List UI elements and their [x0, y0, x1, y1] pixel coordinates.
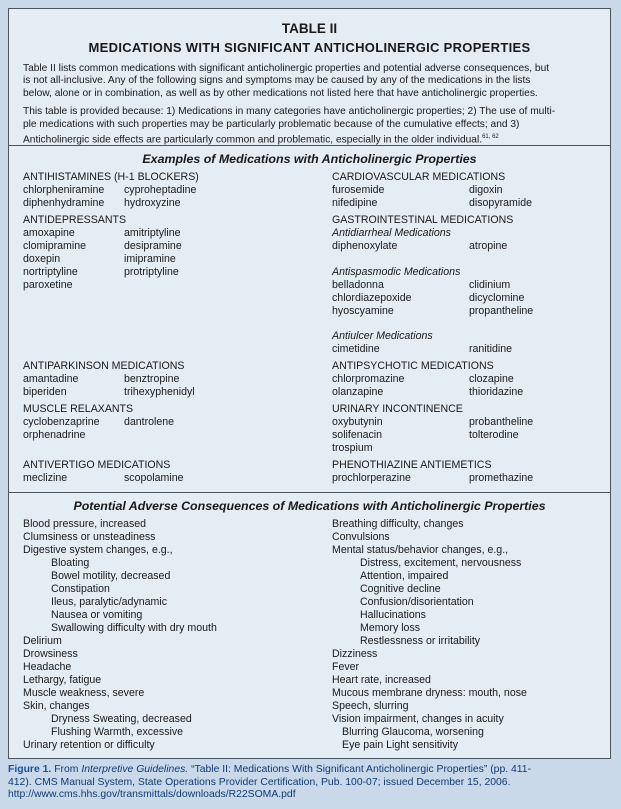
cardiovascular-drug: digoxin [469, 184, 503, 196]
gastrointestinal-drug: belladonna [332, 279, 384, 291]
adverse-effect-item: Breathing difficulty, changes [332, 518, 464, 530]
antiparkinson-heading: ANTIPARKINSON MEDICATIONS [23, 360, 185, 372]
urinary-incontinence-heading: URINARY INCONTINENCE [332, 403, 463, 415]
adverse-effect-item: Vision impairment, changes in acuity [332, 713, 504, 725]
phenothiazine-antiemetics-drug: prochlorperazine [332, 472, 411, 484]
muscle-relaxants-drug: orphenadrine [23, 429, 86, 441]
antivertigo-heading: ANTIVERTIGO MEDICATIONS [23, 459, 171, 471]
intro-paragraph-2: This table is provided because: 1) Medications in many categories have anticholinergic properties; 2) The use of multi- ple medications with such properties may be particularly problematic because of the cumulative effects; and 3) Anticholinergic side effects are particularly common and problematic, especially in the older individual.$^{61, 62}$ [23, 106, 556, 146]
cardiovascular-drug: nifedipine [332, 197, 378, 209]
adverse-effect-item: Restlessness or irritability [360, 635, 481, 647]
antidepressants-drug: desipramine [124, 240, 182, 252]
adverse-effect-item: Blood pressure, increased [23, 518, 147, 530]
adverse-effect-item: Fever [332, 661, 360, 673]
adverse-effect-item: Flushing Warmth, excessive [51, 726, 184, 738]
adverse-section-title: Potential Adverse Consequences of Medications with Anticholinergic Properties [73, 499, 546, 513]
antihistamines-heading: ANTIHISTAMINES (H-1 BLOCKERS) [23, 171, 199, 183]
gastrointestinal-drug: atropine [469, 240, 508, 252]
antipsychotic-drug: chlorpromazine [332, 373, 405, 385]
adverse-effect-item: Urinary retention or difficulty [23, 739, 155, 751]
antipsychotic-drug: clozapine [469, 373, 514, 385]
gastrointestinal-drug: cimetidine [332, 343, 380, 355]
adverse-effect-item: Convulsions [332, 531, 390, 543]
adverse-effect-item: Digestive system changes, e.g., [23, 544, 173, 556]
adverse-effect-item: Mental status/behavior changes, e.g., [332, 544, 509, 556]
adverse-effect-item: Distress, excitement, nervousness [360, 557, 522, 569]
adverse-effect-item: Cognitive decline [360, 583, 441, 595]
gastrointestinal-drug: dicyclomine [469, 292, 525, 304]
antidepressants-drug: nortriptyline [23, 266, 78, 278]
adverse-effect-item: Clumsiness or unsteadiness [23, 531, 156, 543]
adverse-effect-item: Attention, impaired [360, 570, 449, 582]
cardiovascular-drug: disopyramide [469, 197, 533, 209]
gastrointestinal-subheading: Antispasmodic Medications [332, 266, 461, 278]
adverse-effect-item: Blurring Glaucoma, worsening [342, 726, 484, 738]
antiparkinson-drug: benztropine [124, 373, 180, 385]
antipsychotic-drug: thioridazine [469, 386, 524, 398]
adverse-effect-item: Drowsiness [23, 648, 78, 660]
antivertigo-drug: meclizine [23, 472, 68, 484]
adverse-effect-item: Swallowing difficulty with dry mouth [51, 622, 217, 634]
antihistamines-drug: diphenhydramine [23, 197, 105, 209]
urinary-incontinence-drug: oxybutynin [332, 416, 383, 428]
gastrointestinal-subheading: Antidiarrheal Medications [332, 227, 451, 239]
table-subtitle: MEDICATIONS WITH SIGNIFICANT ANTICHOLINERGIC PROPERTIES [88, 40, 531, 55]
phenothiazine-antiemetics-heading: PHENOTHIAZINE ANTIEMETICS [332, 459, 492, 471]
antiparkinson-drug: biperiden [23, 386, 67, 398]
antidepressants-heading: ANTIDEPRESSANTS [23, 214, 127, 226]
caption-label: Figure 1. [8, 764, 52, 775]
adverse-effect-item: Heart rate, increased [332, 674, 431, 686]
gastrointestinal-drug: hyoscyamine [332, 305, 394, 317]
antidepressants-drug: imipramine [124, 253, 176, 265]
muscle-relaxants-heading: MUSCLE RELAXANTS [23, 403, 134, 415]
adverse-effect-item: Muscle weakness, severe [23, 687, 145, 699]
urinary-incontinence-drug: trospium [332, 442, 373, 454]
section-divider [8, 492, 611, 493]
caption-url: http://www.cms.hhs.gov/transmittals/downloads/R22SOMA.pdf [8, 789, 296, 801]
adverse-effect-item: Lethargy, fatigue [23, 674, 102, 686]
gastrointestinal-drug: clidinium [469, 279, 511, 291]
table-panel [8, 8, 611, 759]
adverse-effect-item: Skin, changes [23, 700, 90, 712]
antidepressants-drug: paroxetine [23, 279, 73, 291]
antidepressants-drug: protriptyline [124, 266, 179, 278]
gastrointestinal-heading: GASTROINTESTINAL MEDICATIONS [332, 214, 514, 226]
adverse-effect-item: Confusion/disorientation [360, 596, 474, 608]
antiparkinson-drug: amantadine [23, 373, 79, 385]
antipsychotic-heading: ANTIPSYCHOTIC MEDICATIONS [332, 360, 494, 372]
muscle-relaxants-drug: cyclobenzaprine [23, 416, 100, 428]
caption-source-title: Interpretive Guidelines. [81, 764, 189, 775]
urinary-incontinence-drug: probantheline [469, 416, 534, 428]
gastrointestinal-drug: diphenoxylate [332, 240, 398, 252]
reference-superscript: 61, 62 [482, 134, 499, 141]
adverse-effect-item: Speech, slurring [332, 700, 409, 712]
antidepressants-drug: amoxapine [23, 227, 75, 239]
gastrointestinal-drug: ranitidine [469, 343, 512, 355]
adverse-effect-item: Ileus, paralytic/adynamic [51, 596, 167, 608]
cardiovascular-heading: CARDIOVASCULAR MEDICATIONS [332, 171, 506, 183]
adverse-effect-item: Constipation [51, 583, 110, 595]
adverse-effect-item: Headache [23, 661, 72, 673]
examples-section-title: Examples of Medications with Anticholinergic Properties [142, 152, 477, 166]
adverse-effect-item: Mucous membrane dryness: mouth, nose [332, 687, 527, 699]
muscle-relaxants-drug: dantrolene [124, 416, 175, 428]
antipsychotic-drug: olanzapine [332, 386, 384, 398]
phenothiazine-antiemetics-drug: promethazine [469, 472, 534, 484]
urinary-incontinence-drug: tolterodine [469, 429, 519, 441]
antidepressants-drug: doxepin [23, 253, 61, 265]
adverse-effect-item: Memory loss [360, 622, 421, 634]
gastrointestinal-drug: chlordiazepoxide [332, 292, 412, 304]
antihistamines-drug: hydroxyzine [124, 197, 181, 209]
antidepressants-drug: amitriptyline [124, 227, 181, 239]
table-title: TABLE II [281, 21, 338, 36]
adverse-effect-item: Dryness Sweating, decreased [51, 713, 192, 725]
urinary-incontinence-drug: solifenacin [332, 429, 383, 441]
section-divider [8, 145, 611, 146]
adverse-effect-item: Bloating [51, 557, 90, 569]
adverse-effect-item: Dizziness [332, 648, 378, 660]
gastrointestinal-subheading: Antiulcer Medications [332, 330, 433, 342]
adverse-effect-item: Nausea or vomiting [51, 609, 143, 621]
antivertigo-drug: scopolamine [124, 472, 184, 484]
adverse-effect-item: Bowel motility, decreased [51, 570, 171, 582]
antidepressants-drug: clomipramine [23, 240, 86, 252]
cardiovascular-drug: furosemide [332, 184, 385, 196]
antihistamines-drug: cyproheptadine [124, 184, 197, 196]
gastrointestinal-drug: propantheline [469, 305, 534, 317]
adverse-effect-item: Eye pain Light sensitivity [342, 739, 459, 751]
adverse-effect-item: Hallucinations [360, 609, 426, 621]
antihistamines-drug: chlorpheniramine [23, 184, 105, 196]
antiparkinson-drug: trihexyphenidyl [124, 386, 195, 398]
intro-paragraph-1: Table II lists common medications with significant anticholinergic properties and potential adverse consequences, but is not all-inclusive. Any of the following signs and symptoms may be caused by any of the medications in the lists below, alone or in combination, as well as by other medications not listed here that have anticholinergic properties. [23, 63, 550, 99]
figure-caption: Figure 1. From Interpretive Guidelines. “Table II: Medications With Significant Anticholinergic Properties” (pp. 411- 412). CMS Manual System, State Operations Provider Certification, Pub. 100-07; issued December 15, 2006. http://www.cms.hhs.gov/transmittals/downloads/R22SOMA.pdf [8, 764, 612, 802]
adverse-effect-item: Delirium [23, 635, 62, 647]
